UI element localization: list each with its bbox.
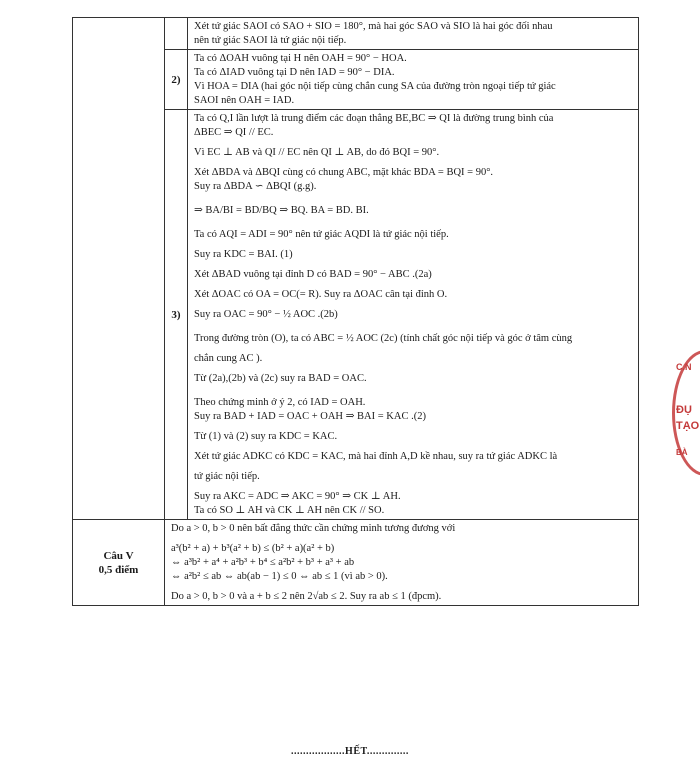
solution-line: Ta có ΔIAD vuông tại D nên IAD = 90° − DIA. <box>194 67 395 78</box>
solution-line: Do a > 0, b > 0 và a + b ≤ 2 nên 2√ab ≤ 2. Suy ra ab ≤ 1 (đpcm). <box>171 591 442 602</box>
solution-line: ⇔ a²b² ≤ ab ⇔ ab(ab − 1) ≤ 0 ⇔ ab ≤ 1 (vì ab > 0). <box>171 571 388 582</box>
solution-line: Suy ra ΔBDA ∽ ΔBQI (g.g). <box>194 181 317 192</box>
solution-line: Xét tứ giác SAOI có SAO + SIO = 180°, mà hai góc SAO và SIO là hai góc đối nhau <box>194 21 553 32</box>
solution-line: ΔBEC ⇒ QI // EC. <box>194 127 274 138</box>
solution-cell <box>188 50 639 110</box>
question-cell-empty <box>73 18 165 520</box>
solution-text <box>188 50 638 109</box>
solution-line: SAOI nên OAH = IAD. <box>194 95 295 106</box>
solution-line: ⇔ a³b² + a⁴ + a²b³ + b⁴ ≤ a²b² + b³ + a³ + ab <box>171 557 355 568</box>
solution-text <box>188 18 638 49</box>
question-number: Câu V <box>103 549 134 562</box>
solution-line: tứ giác nội tiếp. <box>194 471 260 482</box>
solution-cell <box>188 18 639 50</box>
part-label-cell: 2) <box>165 50 188 110</box>
solution-line: Suy ra AKC = ADC ⇒ AKC = 90° ⇒ CK ⊥ AH. <box>194 491 401 502</box>
solution-line: a³(b² + a) + b³(a² + b) ≤ (b² + a)(a² + b) <box>171 543 335 554</box>
solution-text <box>188 110 638 519</box>
solution-table <box>72 17 639 606</box>
solution-line: ⇒ BA/BI = BD/BQ ⇒ BQ. BA = BD. BI. <box>194 205 369 216</box>
question-points: 0,5 điểm <box>98 563 139 576</box>
question-label-cell <box>73 520 165 606</box>
part-label-cell <box>165 18 188 50</box>
solution-line: Suy ra BAD + IAD = OAC + OAH ⇒ BAI = KAC .(2) <box>194 411 426 422</box>
solution-line: Từ (2a),(2b) và (2c) suy ra BAD = OAC. <box>194 373 367 384</box>
table-row <box>73 18 639 50</box>
solution-line: nên tứ giác SAOI là tứ giác nội tiếp. <box>194 35 347 46</box>
solution-line: chắn cung AC ). <box>194 353 263 364</box>
part-label-cell: 3) <box>165 110 188 520</box>
solution-line: Vì HOA = DIA (hai góc nội tiếp cùng chắn cung SA của đường tròn ngoại tiếp tứ giác <box>194 81 556 92</box>
solution-line: Trong đường tròn (O), ta có ABC = ½ AOC (2c) (tính chất góc nội tiếp và góc ở tâm cùng <box>194 333 573 344</box>
solution-cell <box>188 110 639 520</box>
end-marker: ..................HẾT.............. <box>291 746 409 757</box>
stamp-text: BÀ <box>676 448 688 457</box>
solution-line: Ta có ΔOAH vuông tại H nên OAH = 90° − HOA. <box>194 53 407 64</box>
stamp-text: ĐỤ <box>676 404 692 416</box>
solution-line: Ta có SO ⊥ AH và CK ⊥ AH nên CK // SO. <box>194 505 385 516</box>
solution-text <box>165 520 638 605</box>
solution-line: Do a > 0, b > 0 nên bất đẳng thức cần chứng minh tương đương với <box>171 523 456 534</box>
solution-line: Ta có Q,I lần lượt là trung điểm các đoạn thẳng BE,BC ⇒ QI là đường trung bình của <box>194 113 554 124</box>
solution-line: Từ (1) và (2) suy ra KDC = KAC. <box>194 431 338 442</box>
solution-line: Xét tứ giác ADKC có KDC = KAC, mà hai đỉnh A,D kề nhau, suy ra tứ giác ADKC là <box>194 451 558 462</box>
solution-line: Xét ΔBDA và ΔBQI cùng có chung ABC, mặt khác BDA = BQI = 90°. <box>194 167 494 178</box>
solution-line: Suy ra OAC = 90° − ½ AOC .(2b) <box>194 309 338 320</box>
stamp-text: TẠO <box>676 420 700 432</box>
solution-line: Vì EC ⊥ AB và QI // EC nên QI ⊥ AB, do đó BQI = 90°. <box>194 147 440 158</box>
solution-cell <box>165 520 639 606</box>
stamp-text: C.N <box>676 362 692 372</box>
solution-line: Suy ra KDC = BAI. (1) <box>194 249 293 260</box>
solution-line: Xét ΔOAC có OA = OC(= R). Suy ra ΔOAC cân tại đỉnh O. <box>194 289 448 300</box>
solution-line: Xét ΔBAD vuông tại đỉnh D có BAD = 90° − ABC .(2a) <box>194 269 432 280</box>
solution-line: Theo chứng minh ở ý 2, có IAD = OAH. <box>194 397 366 408</box>
table-row <box>73 520 639 606</box>
solution-line: Ta có AQI = ADI = 90° nên tứ giác AQDI là tứ giác nội tiếp. <box>194 229 449 240</box>
